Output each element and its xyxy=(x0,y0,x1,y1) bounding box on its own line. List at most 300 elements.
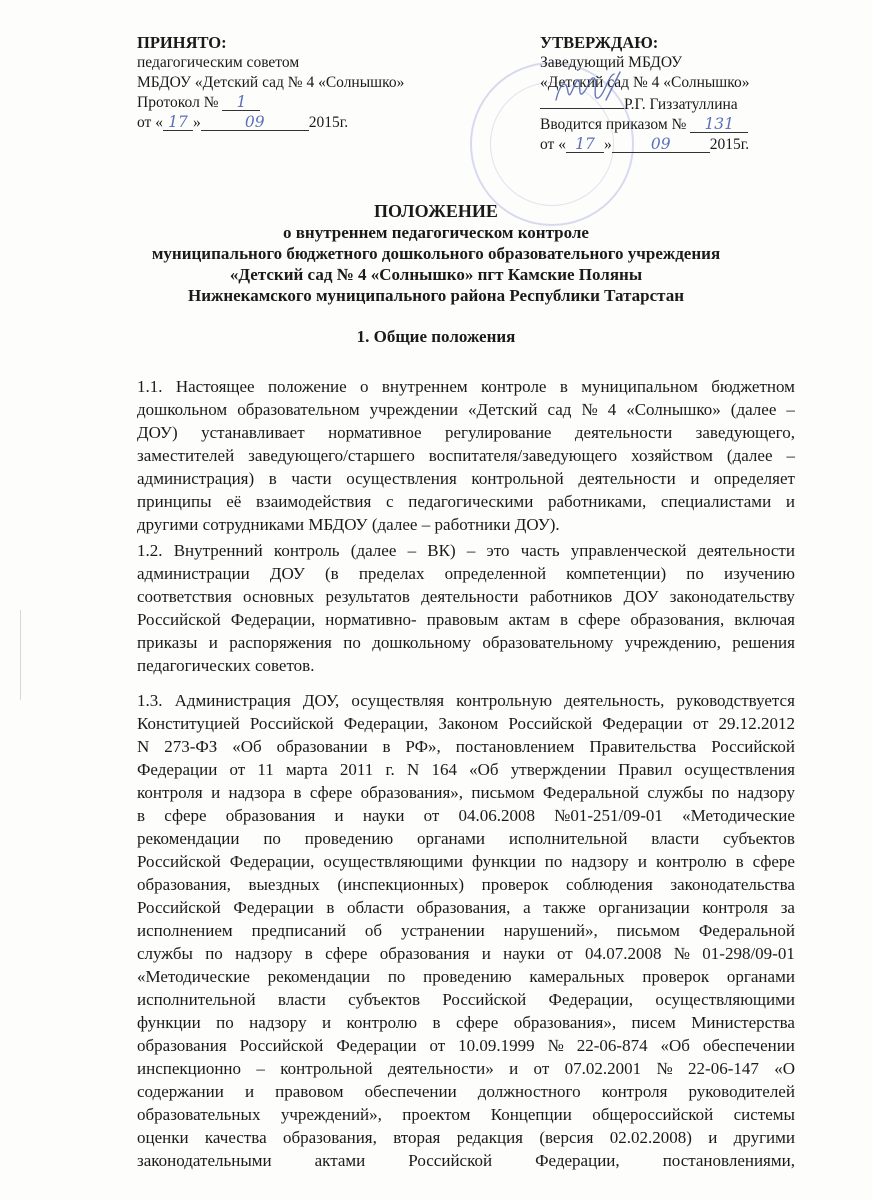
word: основных xyxy=(243,587,315,606)
word: устранении xyxy=(401,921,485,940)
order-number: 131 xyxy=(690,116,748,133)
word: и xyxy=(708,1128,718,1147)
title-line: муниципального бюджетного дошкольного образовательного учреждения xyxy=(151,244,721,263)
word: «Об xyxy=(469,760,499,779)
word: деятельности xyxy=(578,469,676,488)
word: ДОУ). xyxy=(514,515,560,534)
word: заместителей xyxy=(137,446,235,465)
word: сад xyxy=(547,400,572,419)
word: контроле xyxy=(481,377,547,396)
date-day: 17 xyxy=(566,136,604,153)
word: обеспечении xyxy=(364,1082,457,1101)
word: деятельности xyxy=(697,541,795,560)
title-line: ПОЛОЖЕНИЕ xyxy=(374,201,498,221)
word: внутреннем xyxy=(381,377,468,396)
word: ДОУ, xyxy=(302,691,340,710)
word: Федерации, xyxy=(548,990,634,1009)
approved-date xyxy=(540,135,750,155)
text-line xyxy=(137,942,795,965)
word: контроля xyxy=(702,898,769,917)
word: Федерации xyxy=(137,760,218,779)
word: по xyxy=(263,829,281,848)
word: инспекционно xyxy=(137,1059,242,1078)
word: надзору xyxy=(737,783,795,802)
text-line xyxy=(137,1103,795,1126)
word: письмом xyxy=(616,921,680,940)
title-line: Нижнекамского муниципального района Республики Татарстан xyxy=(188,286,684,305)
order-line xyxy=(540,115,750,135)
word: Федерации xyxy=(602,714,683,733)
word: субъектов xyxy=(348,990,421,1009)
word: оценки xyxy=(137,1128,189,1147)
word: пределах xyxy=(358,564,425,583)
word: от xyxy=(229,760,246,779)
word: 22-06-874 xyxy=(576,1036,648,1055)
text-line xyxy=(137,1149,795,1172)
word: актами xyxy=(314,1151,366,1170)
word: науки xyxy=(362,806,405,825)
word: и xyxy=(690,469,700,488)
word: Министерства xyxy=(691,1013,795,1032)
word: осуществляя xyxy=(351,691,445,710)
word: проектом xyxy=(402,1105,471,1124)
word: «Методические xyxy=(137,967,250,986)
word: (далее xyxy=(371,515,418,534)
word: утверждении xyxy=(510,760,606,779)
word: принципы xyxy=(137,492,212,511)
word: № xyxy=(656,1059,673,1078)
word: от xyxy=(692,714,709,733)
word: руководствуется xyxy=(676,691,795,710)
word: 4 xyxy=(607,400,617,419)
word: определенной xyxy=(444,564,547,583)
word: контрольной xyxy=(280,1059,373,1078)
word: Российской xyxy=(408,1151,493,1170)
word: (версия xyxy=(539,1128,594,1147)
word: результатов xyxy=(325,587,410,606)
text-line xyxy=(137,513,795,536)
word: сфере xyxy=(309,783,353,802)
word: проведению xyxy=(423,967,512,986)
word: а xyxy=(523,898,531,917)
word: 1.3. xyxy=(137,691,163,710)
word: по xyxy=(686,564,704,583)
word: редакция xyxy=(456,1128,523,1147)
word: образования», xyxy=(360,783,464,802)
word: Федерации xyxy=(233,898,314,917)
word: регулирование xyxy=(445,423,552,442)
text-line xyxy=(137,735,795,758)
word: образования, xyxy=(630,610,725,629)
word: это xyxy=(486,541,510,560)
word: и xyxy=(208,633,218,652)
word: – xyxy=(256,1059,265,1078)
date-prefix: от « xyxy=(137,114,163,131)
word: ВК) xyxy=(427,541,456,560)
word: образования xyxy=(137,1036,227,1055)
word: МБДОУ xyxy=(308,515,368,534)
word: работники xyxy=(434,515,511,534)
word: нарушений», xyxy=(503,921,598,940)
word: Российской xyxy=(508,714,593,733)
word: актам xyxy=(508,610,550,629)
order-label: Вводится приказом № xyxy=(540,116,687,133)
word: заведующего/старшего xyxy=(248,446,415,465)
word: и xyxy=(321,1013,332,1032)
word: г. xyxy=(385,760,395,779)
word: хозяйством xyxy=(631,446,713,465)
word: осуществления xyxy=(346,469,457,488)
signer-name: Р.Г. Гиззатуллина xyxy=(624,96,738,113)
word: «Об xyxy=(232,737,262,756)
word: ДОУ xyxy=(269,564,305,583)
word: контролю xyxy=(346,1013,418,1032)
word: Федеральной xyxy=(698,921,795,940)
word: 04.06.2008 xyxy=(458,806,535,825)
word: Концепции xyxy=(490,1105,572,1124)
date-month: 09 xyxy=(201,114,309,131)
word: в xyxy=(137,806,146,825)
word: качества xyxy=(204,1128,267,1147)
document-title xyxy=(100,201,772,306)
word: в xyxy=(559,610,568,629)
word: образования xyxy=(379,944,470,963)
word: за xyxy=(780,898,795,917)
approved-heading: УТВЕРЖДАЮ: xyxy=(540,33,659,52)
word: изучению xyxy=(724,564,795,583)
protocol-number: 1 xyxy=(222,94,260,111)
word: также xyxy=(543,898,586,917)
word: надзору xyxy=(235,944,293,963)
word: положение xyxy=(267,377,347,396)
word: «Об xyxy=(660,1036,690,1055)
date-prefix: от « xyxy=(540,136,566,153)
word: контроль xyxy=(273,541,340,560)
word: и xyxy=(211,783,221,802)
word: её xyxy=(226,492,242,511)
word: области xyxy=(347,898,404,917)
word: другими xyxy=(733,1128,795,1147)
word: нормативно- xyxy=(325,610,417,629)
word: исполнением xyxy=(137,921,233,940)
word: предписаний xyxy=(251,921,346,940)
text-line xyxy=(137,781,795,804)
word: «Детский xyxy=(468,400,538,419)
word: о xyxy=(360,377,369,396)
word: часть xyxy=(520,541,560,560)
text-line xyxy=(137,608,795,631)
word: Администрация xyxy=(174,691,291,710)
text-line xyxy=(137,398,795,421)
approved-position: Заведующий МБДОУ xyxy=(540,54,683,71)
word: законодательству xyxy=(669,587,795,606)
word: соответствия xyxy=(137,587,232,606)
word: власти xyxy=(651,829,700,848)
word: осуществляющими xyxy=(655,990,795,1009)
word: в xyxy=(326,898,335,917)
word: № xyxy=(547,1036,564,1055)
word: 11 xyxy=(257,760,274,779)
word: N xyxy=(137,737,150,756)
word: 10.09.1999 xyxy=(458,1036,535,1055)
word: осуществления xyxy=(684,760,795,779)
word: решения xyxy=(732,633,795,652)
word: службы xyxy=(137,944,193,963)
word: 273-ФЗ xyxy=(164,737,218,756)
paragraph-1-1 xyxy=(137,375,795,536)
word: работниками, xyxy=(547,492,647,511)
word: Правительства xyxy=(589,737,697,756)
word: образования, xyxy=(137,875,231,894)
word: учреждений», xyxy=(280,1105,382,1124)
word: правовым xyxy=(426,610,499,629)
word: образовании xyxy=(276,737,368,756)
word: 1.1. xyxy=(137,377,163,396)
word: Конституцией xyxy=(137,714,240,733)
word: образования, xyxy=(282,1128,377,1147)
text-line xyxy=(137,1126,795,1149)
word: деятельности xyxy=(574,423,673,442)
word: от xyxy=(423,806,440,825)
word: образования xyxy=(225,806,316,825)
word: вторая xyxy=(393,1128,441,1147)
word: сфере xyxy=(752,852,795,871)
word: – xyxy=(786,400,795,419)
word: по xyxy=(711,783,730,802)
word: образовательному xyxy=(482,633,614,652)
word: муниципальном xyxy=(581,377,698,396)
word: (инспекционных) xyxy=(337,875,465,894)
word: Российской xyxy=(137,852,221,871)
text-line xyxy=(137,965,795,988)
accepted-date xyxy=(137,113,404,133)
word: постановлением xyxy=(455,737,575,756)
word: (в xyxy=(325,564,339,583)
word: от xyxy=(557,944,573,963)
word: образования, xyxy=(416,898,511,917)
word: другими xyxy=(137,515,199,534)
word: Федерации, xyxy=(343,714,429,733)
word: в xyxy=(432,1013,441,1032)
word: образования», xyxy=(513,1013,617,1032)
section-heading: 1. Общие положения xyxy=(356,327,516,346)
word: в xyxy=(382,737,391,756)
word: сотрудниками xyxy=(202,515,305,534)
word: по xyxy=(205,944,223,963)
handwritten-signature xyxy=(548,70,628,110)
word: РФ», xyxy=(405,737,441,756)
word: взаимодействия xyxy=(255,492,372,511)
word: науки xyxy=(503,944,545,963)
word: образовательных xyxy=(137,1105,261,1124)
word: Законом xyxy=(438,714,499,733)
text-line xyxy=(137,562,795,585)
protocol-line xyxy=(137,93,404,113)
word: советов. xyxy=(254,656,315,675)
word: рекомендации xyxy=(267,967,371,986)
word: письмом xyxy=(471,783,535,802)
word: организации xyxy=(598,898,690,917)
word: 2011 xyxy=(339,760,374,779)
word: власти xyxy=(277,990,326,1009)
text-line xyxy=(137,1011,795,1034)
word: и xyxy=(509,1059,519,1078)
text-line xyxy=(137,539,795,562)
word: 1.2. xyxy=(137,541,163,560)
word: Российской xyxy=(137,898,221,917)
word: от xyxy=(429,1036,446,1055)
word: нормативное xyxy=(328,423,422,442)
word: по xyxy=(343,633,361,652)
word: учреждению, xyxy=(624,633,721,652)
paragraph-1-3 xyxy=(137,689,795,1172)
text-line xyxy=(137,375,795,398)
word: исполнительной xyxy=(508,829,628,848)
word: по xyxy=(387,967,406,986)
word: Федеральной xyxy=(542,783,639,802)
word: N xyxy=(406,760,420,779)
word: «О xyxy=(774,1059,795,1078)
accepted-org: МБДОУ «Детский сад № 4 «Солнышко» xyxy=(137,74,405,91)
word: выездных xyxy=(248,875,320,894)
word: Российской xyxy=(137,610,221,629)
word: ДОУ xyxy=(623,587,659,606)
word: дошкольному xyxy=(372,633,471,652)
word: сфере xyxy=(455,1013,499,1032)
word: Федерации, xyxy=(230,610,316,629)
word: специалистами xyxy=(660,492,772,511)
word: – xyxy=(421,515,431,534)
word: приказы xyxy=(137,633,198,652)
word: 07.02.2001 xyxy=(564,1059,642,1078)
word: законодательства xyxy=(670,875,795,894)
word: «Методические xyxy=(682,806,795,825)
word: в xyxy=(735,852,744,871)
text-line xyxy=(137,850,795,873)
word: проверок xyxy=(642,967,710,986)
word: устанавливает xyxy=(201,423,305,442)
word: в xyxy=(268,469,277,488)
word: 164 xyxy=(431,760,457,779)
word: заведующего, xyxy=(695,423,795,442)
word: деятельность, xyxy=(564,691,665,710)
word: надзору xyxy=(571,852,629,871)
word: 22-06-147 xyxy=(688,1059,759,1078)
text-line xyxy=(137,873,795,896)
word: Внутренний xyxy=(173,541,263,560)
accepted-heading: ПРИНЯТО: xyxy=(137,33,227,52)
word: функции xyxy=(137,1013,201,1032)
date-month: 09 xyxy=(612,136,710,153)
word: надзора xyxy=(228,783,286,802)
date-day: 17 xyxy=(163,114,193,131)
word: Российской xyxy=(239,1036,324,1055)
word: и xyxy=(637,852,647,871)
word: обеспечении xyxy=(702,1036,795,1055)
word: функции xyxy=(472,852,536,871)
word: – xyxy=(407,541,417,560)
word: органами xyxy=(726,967,795,986)
text-line xyxy=(137,712,795,735)
word: контрольную xyxy=(456,691,553,710)
text-line xyxy=(137,585,795,608)
word: постановлениями, xyxy=(662,1151,795,1170)
word: дошкольном xyxy=(137,400,228,419)
text-line xyxy=(137,1057,795,1080)
text-line xyxy=(137,467,795,490)
text-line xyxy=(137,896,795,919)
date-year: 2015г. xyxy=(308,114,349,131)
word: с xyxy=(386,492,394,511)
text-line xyxy=(137,919,795,942)
text-line xyxy=(137,421,795,444)
scan-artifact xyxy=(20,610,21,700)
word: системы xyxy=(733,1105,795,1124)
word: об xyxy=(364,921,383,940)
word: содержании xyxy=(137,1082,224,1101)
word: контрольной xyxy=(471,469,564,488)
word: проведению xyxy=(304,829,394,848)
date-mid: » xyxy=(603,136,612,153)
word: писем xyxy=(631,1013,676,1032)
word: контроля xyxy=(601,1082,668,1101)
text-line xyxy=(137,631,795,654)
word: камеральных xyxy=(529,967,625,986)
text-line xyxy=(137,444,795,467)
word: педагогических xyxy=(137,656,251,675)
word: Российской xyxy=(442,990,527,1009)
accepted-by: педагогическим советом xyxy=(137,54,300,71)
title-line: о внутреннем педагогическом контроле xyxy=(283,223,589,242)
word: – xyxy=(786,446,795,465)
word: администрации xyxy=(137,564,250,583)
word: и xyxy=(481,944,491,963)
word: по xyxy=(544,852,563,871)
word: надзору xyxy=(249,1013,307,1032)
word: – xyxy=(466,541,476,560)
word: сфере xyxy=(577,610,621,629)
word: части xyxy=(291,469,332,488)
word: субъектов xyxy=(722,829,795,848)
word: рекомендации xyxy=(137,829,240,848)
word: 29.12.2012 xyxy=(718,714,795,733)
word: контролю xyxy=(655,852,727,871)
word: 02.02.2008) xyxy=(609,1128,692,1147)
accepted-block xyxy=(137,33,404,133)
text-line xyxy=(137,827,795,850)
word: исполнительной xyxy=(137,990,256,1009)
word: (далее xyxy=(730,400,777,419)
paragraph-1-2 xyxy=(137,539,795,677)
protocol-label: Протокол № xyxy=(137,94,219,111)
word: в xyxy=(559,377,568,396)
word: администрация) xyxy=(137,469,255,488)
word: по xyxy=(216,1013,234,1032)
word: сфере xyxy=(325,944,368,963)
date-year: 2015г. xyxy=(709,136,750,153)
approved-org: «Детский сад № 4 «Солнышко» xyxy=(540,74,750,91)
word: законодательными xyxy=(137,1151,272,1170)
word: № xyxy=(673,944,691,963)
word: бюджетном xyxy=(711,377,795,396)
text-line xyxy=(137,490,795,513)
word: «Солнышко» xyxy=(626,400,721,419)
word: органами xyxy=(417,829,486,848)
word: (далее xyxy=(350,541,397,560)
word: и xyxy=(785,492,795,511)
word: воспитателя/заведующего xyxy=(428,446,618,465)
word: педагогическими xyxy=(408,492,534,511)
